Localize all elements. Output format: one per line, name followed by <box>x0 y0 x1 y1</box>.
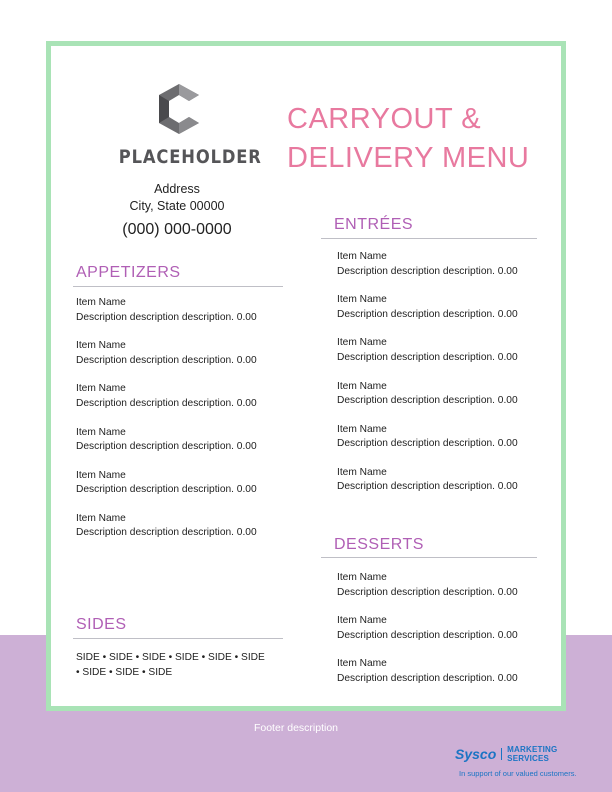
entrees-heading: ENTRÉES <box>334 216 414 233</box>
restaurant-logo <box>109 82 262 168</box>
list-item <box>337 293 518 336</box>
item-description: Description description description. 0.00 <box>337 672 518 684</box>
item-description: Description description description. 0.00 <box>337 308 518 320</box>
item-name: Item Name <box>337 658 387 670</box>
item-name: Item Name <box>76 469 126 481</box>
item-name: Item Name <box>337 466 387 478</box>
item-description: Description description description. 0.00 <box>337 351 518 363</box>
list-item <box>337 466 518 509</box>
item-name: Item Name <box>337 423 387 435</box>
logo-text: PLACEHOLDER <box>118 146 262 168</box>
item-name: Item Name <box>337 615 387 627</box>
list-item <box>337 423 518 466</box>
item-description: Description description description. 0.00 <box>76 397 257 409</box>
placeholder-logo-icon <box>155 82 203 136</box>
menu-title-line2: DELIVERY MENU <box>287 142 530 174</box>
desserts-heading: DESSERTS <box>334 536 424 553</box>
city-state-line: City, State 00000 <box>129 199 225 213</box>
list-item <box>76 469 257 512</box>
list-item <box>76 382 257 425</box>
sysco-logo-text: Sysco <box>455 746 497 762</box>
item-description: Description description description. 0.00 <box>76 527 257 539</box>
appetizers-rule <box>73 286 283 287</box>
item-description: Description description description. 0.00 <box>337 629 518 641</box>
item-name: Item Name <box>337 380 387 392</box>
item-name: Item Name <box>76 297 126 308</box>
item-description: Description description description. 0.00 <box>337 438 518 450</box>
item-name: Item Name <box>337 251 387 262</box>
item-description: Description description description. 0.00 <box>76 441 257 453</box>
list-item <box>337 250 518 293</box>
list-item <box>76 296 257 339</box>
entrees-list <box>337 250 518 509</box>
item-description: Description description description. 0.00 <box>76 311 257 323</box>
item-description: Description description description. 0.00 <box>337 265 518 277</box>
appetizers-heading: APPETIZERS <box>76 264 181 281</box>
item-name: Item Name <box>337 294 387 306</box>
menu-title-line1: CARRYOUT & <box>287 103 482 135</box>
menu-title <box>287 100 557 178</box>
list-item <box>337 614 518 657</box>
address-line: Address <box>154 182 200 196</box>
phone-number: (000) 000-0000 <box>122 221 232 238</box>
list-item <box>76 426 257 469</box>
item-name: Item Name <box>76 340 126 352</box>
brand-tagline: In support of our valued customers. <box>459 769 577 778</box>
entrees-rule <box>321 238 537 239</box>
item-description: Description description description. 0.00 <box>337 395 518 407</box>
item-name: Item Name <box>337 572 387 583</box>
list-item <box>76 339 257 382</box>
item-description: Description description description. 0.00 <box>337 481 518 493</box>
desserts-rule <box>321 557 537 558</box>
list-item <box>337 571 518 614</box>
appetizers-list <box>76 296 257 555</box>
item-name: Item Name <box>76 512 126 524</box>
list-item <box>337 657 518 700</box>
sides-list: SIDE • SIDE • SIDE • SIDE • SIDE • SIDE • SIDE • SIDE • SIDE <box>76 652 265 678</box>
brand-division: MARKETING SERVICES <box>507 745 558 763</box>
list-item <box>337 336 518 379</box>
sides-rule <box>73 638 283 639</box>
item-description: Description description description. 0.00 <box>76 484 257 496</box>
item-name: Item Name <box>337 337 387 349</box>
sides-heading: SIDES <box>76 616 127 633</box>
list-item <box>76 512 257 555</box>
item-description: Description description description. 0.00 <box>337 586 518 598</box>
contact-block <box>97 181 257 239</box>
brand-divider <box>501 748 502 760</box>
item-name: Item Name <box>76 426 126 438</box>
menu-card <box>46 41 566 711</box>
desserts-list <box>337 571 518 701</box>
list-item <box>337 380 518 423</box>
item-description: Description description description. 0.00 <box>76 354 257 366</box>
footer-description: Footer description <box>253 722 339 734</box>
sysco-brand <box>455 745 595 778</box>
item-name: Item Name <box>76 383 126 395</box>
